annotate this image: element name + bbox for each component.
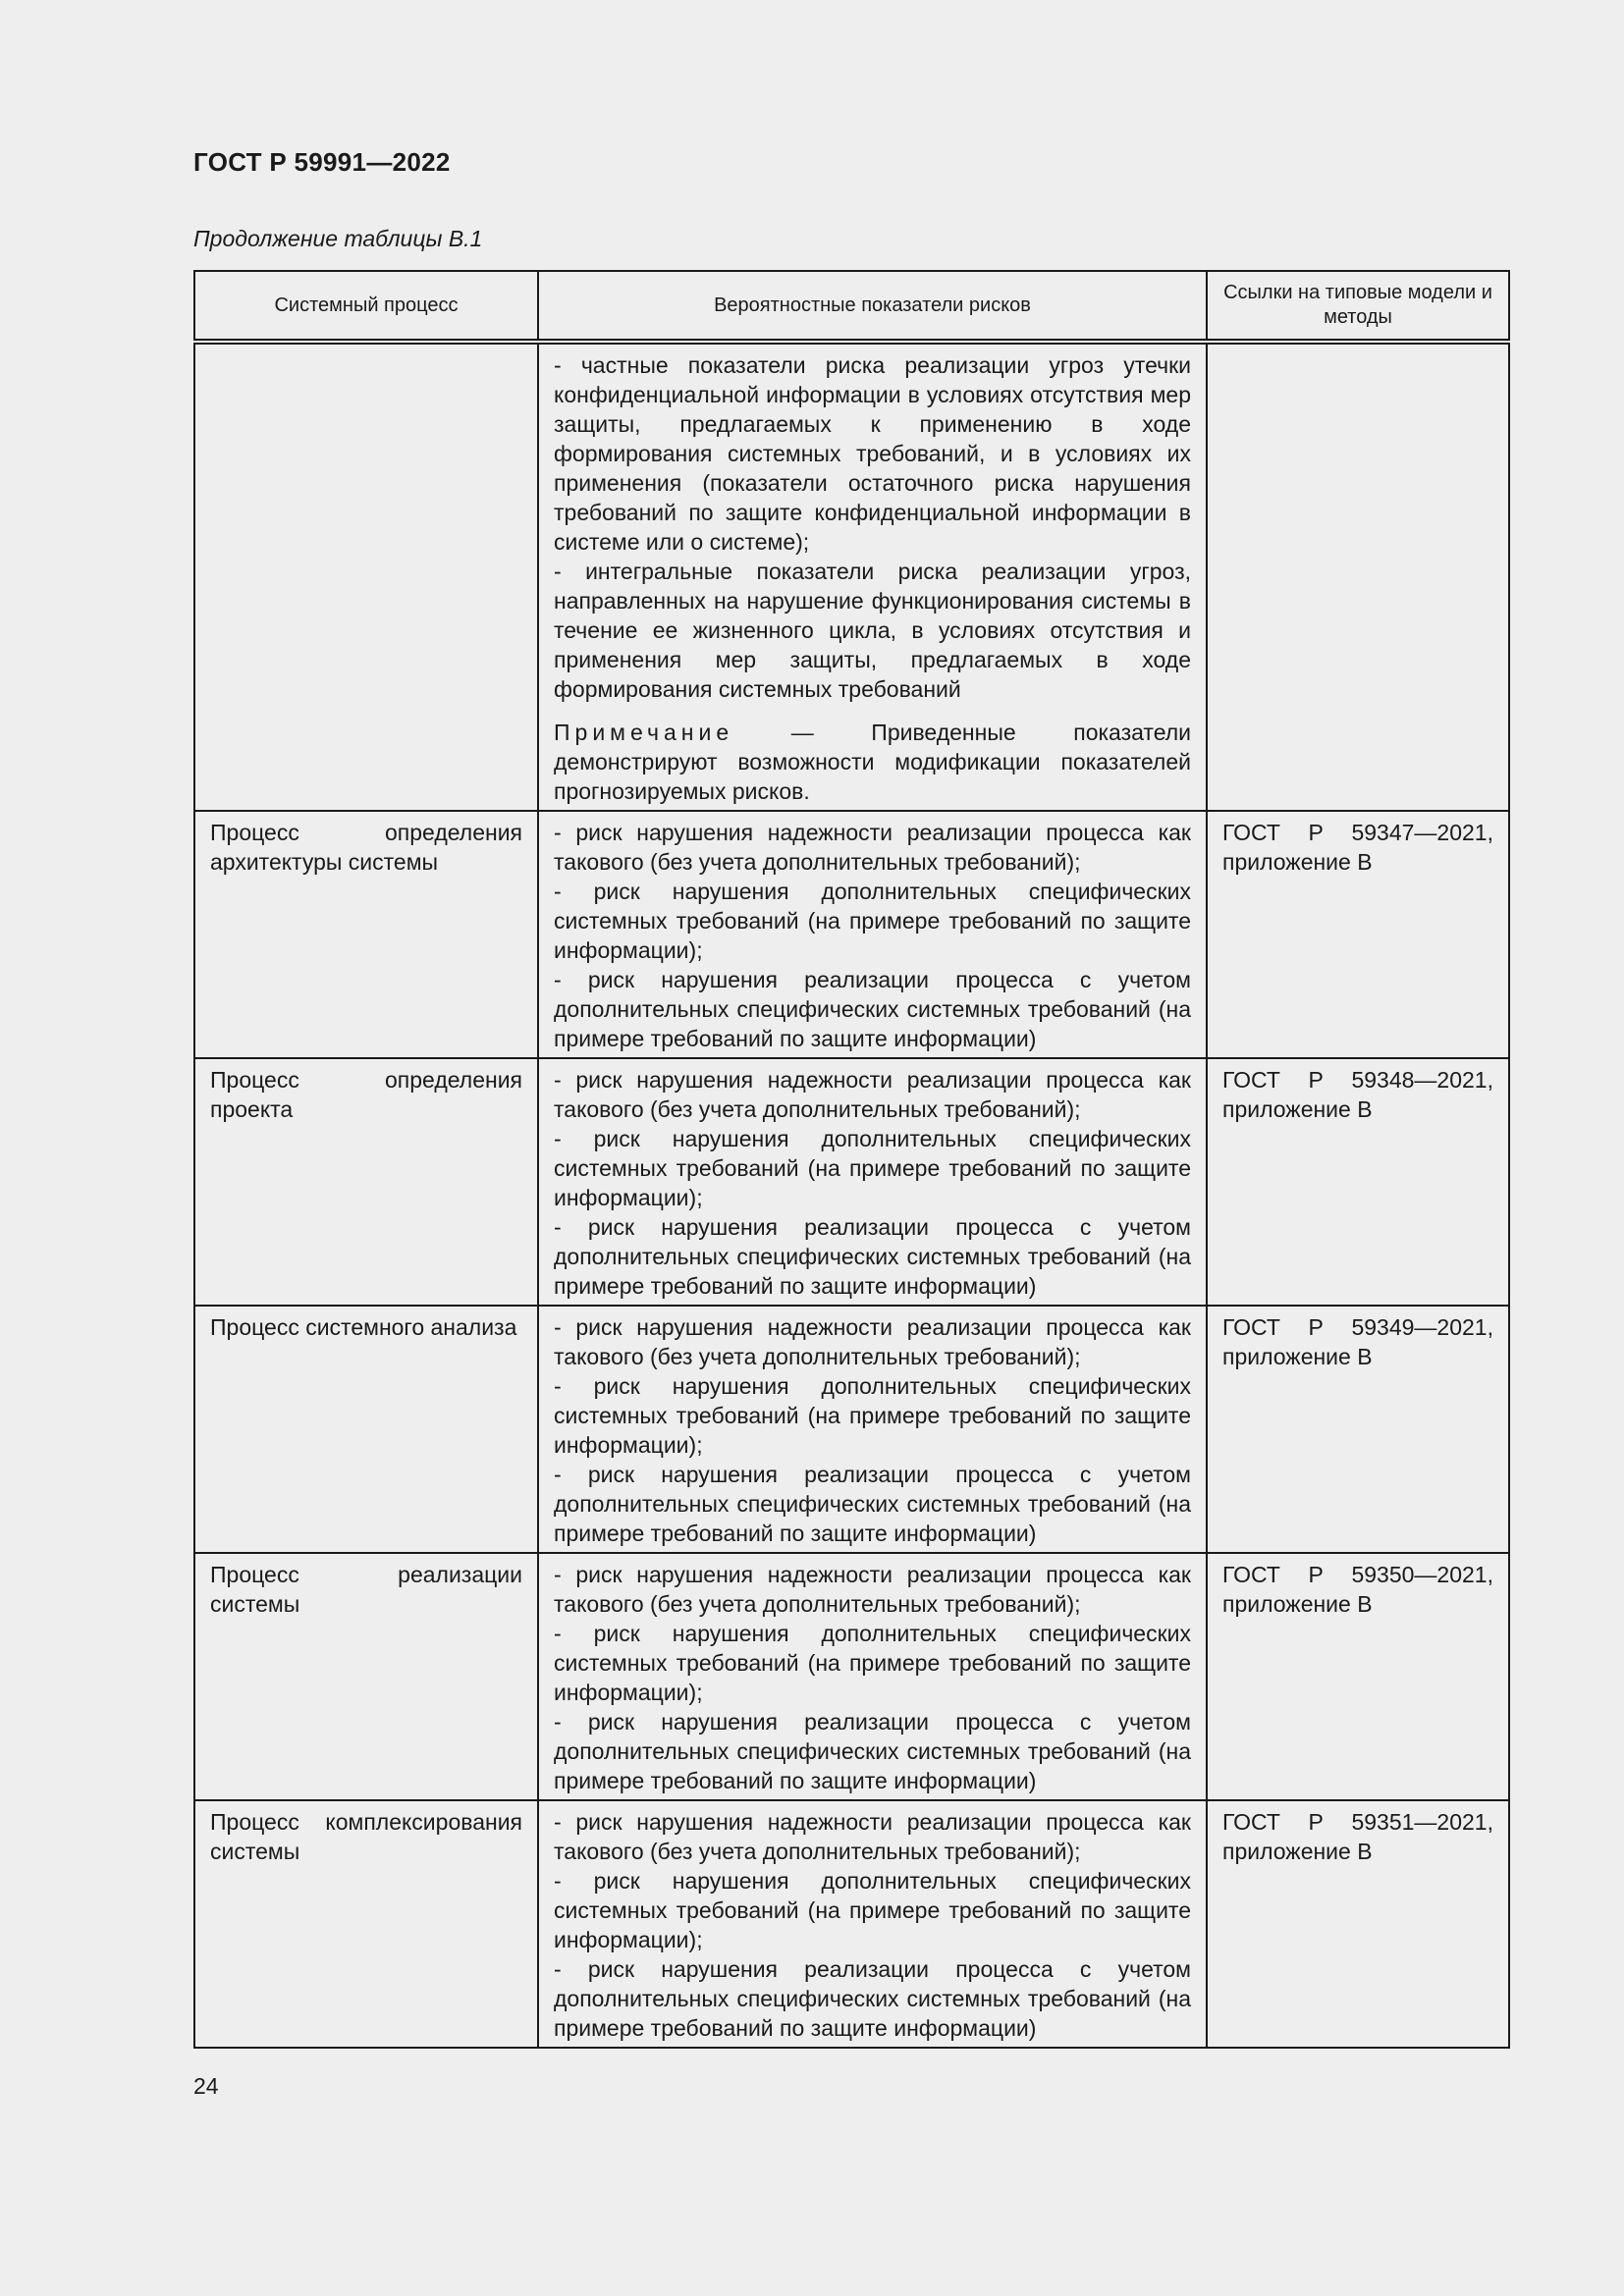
table-row [194,811,1509,1058]
table-row [194,1800,1509,2048]
risk-indicators-table [193,270,1510,2049]
document-header: ГОСТ Р 59991—2022 [193,147,451,177]
note-text: — Приведенные показатели демонстрируют возможности модификации показателей прогнозируемых рисков. [554,720,1191,804]
page-number: 24 [193,2073,219,2099]
note [554,718,1191,806]
indicators-text: - частные показатели риска реализации угроз утечки конфиденциальной информации в условиях отсутствия мер защиты, предлагаемых к применению в ходе формирования системных требований, и в условиях их применения (показатели остаточного риска нарушения требований по защите конфиденциальной информации в системе или о системе); - интегральные показатели риска реализации угроз, направленных на нарушение функционирования системы в течение ее жизненного цикла, в условиях отсутствия и применения мер защиты, предлагаемых в ходе формирования системных требований [554,352,1191,702]
references-cell: ГОСТ Р 59347—2021, приложение В [1207,811,1509,1058]
process-cell: Процесс определения архитектуры системы [194,811,538,1058]
indicators-cell: - риск нарушения надежности реализации процесса как такового (без учета дополнительных требований); - риск нарушения дополнительных специфических системных требований (на примере требований по защите информации); - риск нарушения реализации процесса с учетом дополнительных специфических системных требований (на примере требований по защите информации) [538,1058,1207,1306]
indicators-cell [538,342,1207,811]
column-header-process: Системный процесс [194,271,538,342]
references-cell: ГОСТ Р 59350—2021, приложение В [1207,1553,1509,1800]
process-cell: Процесс определения проекта [194,1058,538,1306]
table-row [194,1058,1509,1306]
process-cell: Процесс реализации системы [194,1553,538,1800]
indicators-cell: - риск нарушения надежности реализации процесса как такового (без учета дополнительных требований); - риск нарушения дополнительных специфических системных требований (на примере требований по защите информации); - риск нарушения реализации процесса с учетом дополнительных специфических системных требований (на примере требований по защите информации) [538,811,1207,1058]
table-row [194,1553,1509,1800]
indicators-cell: - риск нарушения надежности реализации процесса как такового (без учета дополнительных требований); - риск нарушения дополнительных специфических системных требований (на примере требований по защите информации); - риск нарушения реализации процесса с учетом дополнительных специфических системных требований (на примере требований по защите информации) [538,1800,1207,2048]
references-cell: ГОСТ Р 59351—2021, приложение В [1207,1800,1509,2048]
references-cell [1207,342,1509,811]
process-cell: Процесс комплексирования системы [194,1800,538,2048]
references-cell: ГОСТ Р 59348—2021, приложение В [1207,1058,1509,1306]
indicators-cell: - риск нарушения надежности реализации процесса как такового (без учета дополнительных требований); - риск нарушения дополнительных специфических системных требований (на примере требований по защите информации); - риск нарушения реализации процесса с учетом дополнительных специфических системных требований (на примере требований по защите информации) [538,1553,1207,1800]
column-header-references: Ссылки на типовые модели и методы [1207,271,1509,342]
note-label: Примечание [554,720,734,745]
column-header-indicators: Вероятностные показатели рисков [538,271,1207,342]
table-row [194,1306,1509,1553]
process-cell: Процесс системного анализа [194,1306,538,1553]
table-header-row [194,271,1509,342]
process-cell [194,342,538,811]
table-row [194,342,1509,811]
table-caption: Продолжение таблицы В.1 [193,226,483,251]
references-cell: ГОСТ Р 59349—2021, приложение В [1207,1306,1509,1553]
indicators-cell: - риск нарушения надежности реализации процесса как такового (без учета дополнительных требований); - риск нарушения дополнительных специфических системных требований (на примере требований по защите информации); - риск нарушения реализации процесса с учетом дополнительных специфических системных требований (на примере требований по защите информации) [538,1306,1207,1553]
